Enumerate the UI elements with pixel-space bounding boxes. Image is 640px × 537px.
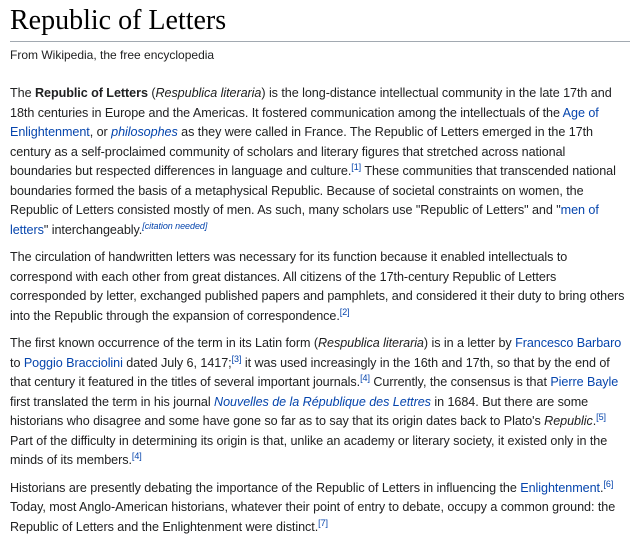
text-run: . — [600, 481, 603, 495]
text-run: The circulation of handwritten letters was necessary for its function because it enabled intellectuals to correspond with each other from great distances. All citizens of the 17th-century Republic of Letters corresponded by letter, exchanged published papers and pamphlets, and considered it their duty to bring others into the Republic through the expansion of correspondence. — [10, 250, 624, 323]
reference-link[interactable]: [3] — [232, 353, 242, 363]
wiki-link[interactable]: Pierre Bayle — [550, 375, 618, 389]
wiki-link[interactable]: Enlightenment — [520, 481, 600, 495]
text-run: Part of the difficulty in determining its origin is that, unlike an academy or literary society, it existed only in the minds of its members. — [10, 434, 607, 468]
reference-link[interactable]: [4] — [132, 451, 142, 461]
wiki-link[interactable]: Age of Enlightenment — [10, 106, 599, 140]
text-run: . — [593, 414, 596, 428]
text-run: it was used increasingly in the 16th and 17th, so that by the end of that century it featured in the titles of several important journals. — [10, 356, 610, 390]
paragraph — [10, 334, 630, 471]
text-run: Currently, the consensus is that — [370, 375, 550, 389]
reference-link[interactable]: [1] — [351, 162, 361, 172]
text-run: Historians are presently debating the importance of the Republic of Letters in influencing the — [10, 481, 520, 495]
text-run: ( — [148, 86, 156, 100]
text-run: " interchangeably. — [44, 223, 142, 237]
wiki-link[interactable]: Francesco Barbaro — [515, 336, 621, 350]
wiki-link[interactable]: philosophes — [111, 125, 178, 139]
paragraph — [10, 479, 630, 537]
italic-text: Respublica literaria — [155, 86, 261, 100]
wiki-link[interactable]: men of letters — [10, 203, 599, 237]
text-run: first translated the term in his journal — [10, 395, 214, 409]
italic-text: Republic — [544, 414, 593, 428]
paragraph — [10, 84, 630, 240]
text-run: , or — [90, 125, 111, 139]
text-run: The — [10, 86, 35, 100]
page-title: Republic of Letters — [10, 0, 630, 42]
reference-link[interactable]: [4] — [360, 373, 370, 383]
text-run: as they were called in France. The Republic of Letters emerged in the 17th century as a self-proclaimed community of scholars and literary figures that stretched across national boundaries but respected differences in language and culture. — [10, 125, 593, 178]
reference-link[interactable]: [7] — [318, 517, 328, 527]
article-body — [10, 84, 630, 537]
wiki-link[interactable]: Nouvelles de la République des Lettres — [214, 395, 431, 409]
text-run: dated July 6, 1417; — [123, 356, 232, 370]
paragraph — [10, 248, 630, 326]
site-tagline: From Wikipedia, the free encyclopedia — [10, 48, 630, 62]
text-run: The first known occurrence of the term in its Latin form ( — [10, 336, 318, 350]
reference-link[interactable]: [2] — [340, 306, 350, 316]
text-run: Today, most Anglo-American historians, whatever their point of entry to debate, occupy a common ground: the Republic of Letters and the Enlightenment were distinct. — [10, 500, 615, 534]
text-run: ) is the long-distance intellectual community in the late 17th and 18th centuries in Europe and the Americas. It fostered communication among the intellectuals of the — [10, 86, 612, 120]
reference-link[interactable]: [5] — [596, 412, 606, 422]
text-run: to — [10, 356, 24, 370]
italic-text: Respublica literaria — [318, 336, 424, 350]
text-run: ) is in a letter by — [424, 336, 515, 350]
wiki-link[interactable]: Poggio Bracciolini — [24, 356, 123, 370]
text-run: These communities that transcended national boundaries formed the basis of a metaphysical Republic. Because of societal constraints on women, the Republic of Letters consisted mostly of men. As such, many scholars use "Republic of Letters" and " — [10, 164, 616, 217]
citation-needed-link[interactable]: [citation needed] — [142, 220, 207, 230]
bold-text: Republic of Letters — [35, 86, 148, 100]
reference-link[interactable]: [6] — [603, 478, 613, 488]
text-run: in 1684. But there are some historians who disagree and some have gone so far as to say that its origin dates back to Plato's — [10, 395, 588, 429]
